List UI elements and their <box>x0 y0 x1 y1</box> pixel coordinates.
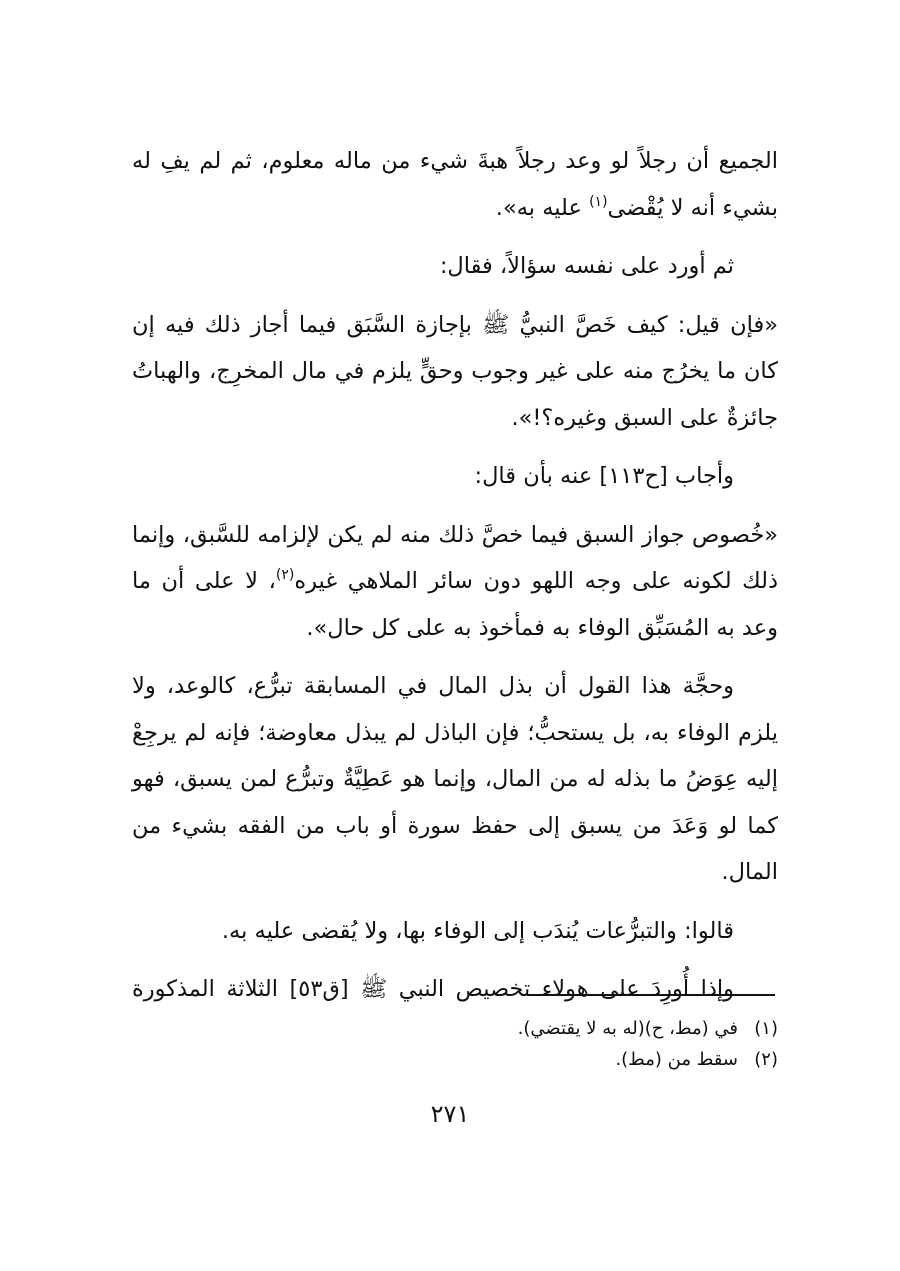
paragraph <box>132 138 778 231</box>
footnote-text: سقط من (مط). <box>615 1049 738 1070</box>
footnote-number: (٢) <box>754 1049 778 1070</box>
paragraph <box>132 243 778 290</box>
paragraph <box>132 663 778 896</box>
paragraph-text: «خُصوص جواز السبق فيما خصَّ ذلك منه لم يكن لإلزامه للسَّبق، وإنما ذلك لكونه على وجه اللهو دون سائر الملاهي غيره <box>132 521 779 594</box>
paragraph <box>132 512 778 652</box>
paragraph-text: وإذا أُورِدَ على هولاء تخصيص النبي ﷺ [ق٥٣] الثلاثة المذكورة <box>132 976 734 1002</box>
paragraph-text: وأجاب [ح١١٣] عنه بأن قال: <box>474 463 734 489</box>
paragraph-text: عليه به». <box>495 194 590 221</box>
footnote-1 <box>122 1013 778 1044</box>
page-number: ٢٧١ <box>430 1100 470 1128</box>
footnote-number: (١) <box>754 1018 778 1039</box>
footnote-text: في (مط، ح)(له به لا يقتضي). <box>517 1018 738 1039</box>
paragraph-text: «فإن قيل: كيف خَصَّ النبيُّ ﷺ بإجازة السَّبَق فيما أجاز ذلك فيه إن كان ما يخرُج منه على غير وجوب وحقٍّ يلزم في مال المخرِج، والهباتُ جائزةٌ على السبق وغيره؟!». <box>132 311 778 431</box>
paragraph <box>132 966 778 1013</box>
paragraph-text: ثم أورد على نفسه سؤالاً، فقال: <box>439 253 734 279</box>
paragraph <box>132 908 778 955</box>
footnote-2 <box>122 1044 778 1075</box>
main-text <box>132 138 778 1013</box>
paragraph <box>132 302 778 442</box>
paragraph <box>132 453 778 500</box>
footnote-separator <box>527 994 775 996</box>
paragraph-text: ، لا على أن ما وعد به المُسَبِّق الوفاء به فمأخوذ به على كل حال». <box>132 568 778 641</box>
footnote-reference: (٢) <box>275 567 295 583</box>
paragraph-text: وحجَّة هذا القول أن بذل المال في المسابقة تبرُّع، كالوعد، ولا يلزم الوفاء به، بل يستحبُّ؛ فإن الباذل لم يبذل معاوضة؛ فإنه لم يرجِعْ إليه عِوَضُ ما بذله له من المال، وإنما هو عَطِيَّةٌ وتبرُّع لمن يسبق، فهو كما لو وَعَدَ من يسبق إلى حفظ سورة أو باب من الفقه بشيء من المال. <box>132 673 778 885</box>
paragraph-text: الجميع أن رجلاً لو وعد رجلاً هبةَ شيء من ماله معلوم، ثم لم يفِ له بشيء أنه لا يُقْضى <box>132 148 778 221</box>
footnotes <box>122 1013 778 1075</box>
footnote-reference: (١) <box>589 193 608 210</box>
paragraph-text: قالوا: والتبرُّعات يُندَب إلى الوفاء بها، ولا يُقضى عليه به. <box>221 917 734 944</box>
